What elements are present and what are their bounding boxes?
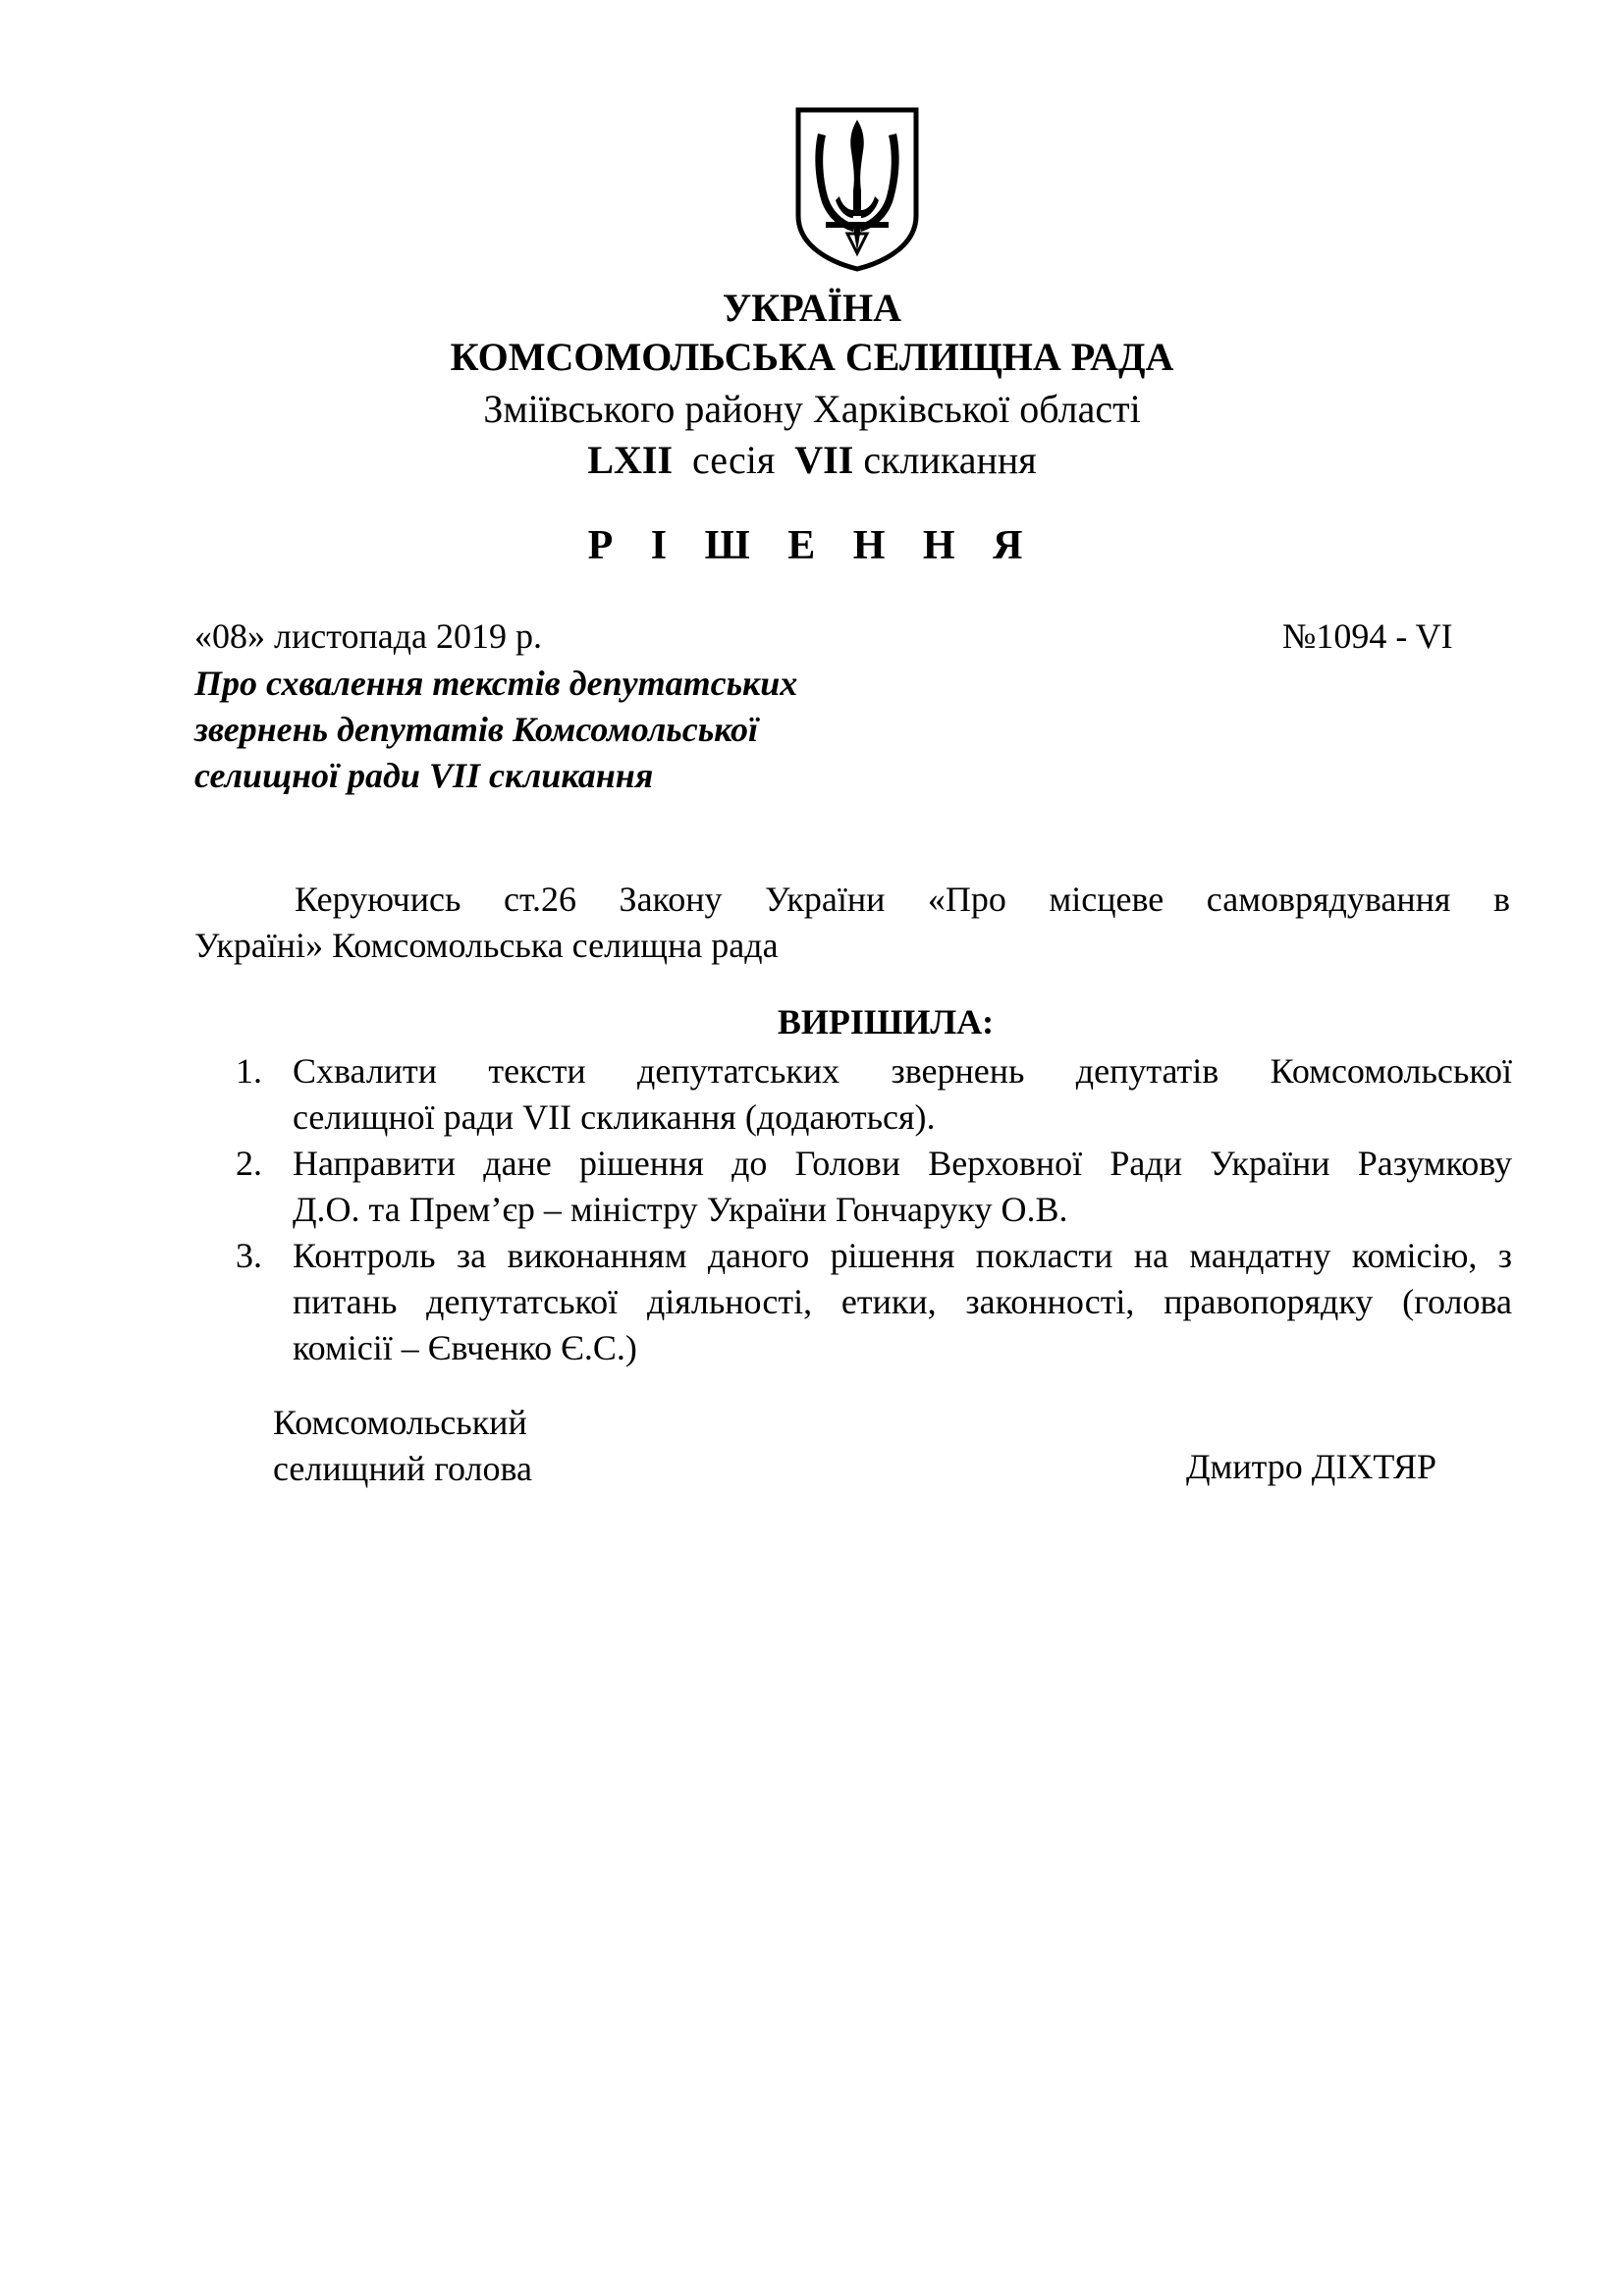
subject-line: Про схвалення текстів депутатських: [194, 664, 798, 703]
signatory-name: Дмитро ДІХТЯР: [1186, 1447, 1436, 1486]
session-number: LXII: [587, 438, 674, 482]
list-item: [236, 1233, 1512, 1371]
decision-items-list: [236, 1048, 1512, 1371]
item-number: 2.: [236, 1144, 262, 1183]
list-item: [236, 1048, 1512, 1141]
item-number: 3.: [236, 1236, 262, 1275]
item-number: 1.: [236, 1051, 262, 1091]
session-line: [0, 437, 1624, 483]
country-heading: УКРАЇНА: [722, 286, 902, 330]
decision-date: «08» листопада 2019 р.: [194, 616, 543, 656]
decided-heading: ВИРІШИЛА:: [777, 1002, 995, 1041]
item-line: комісії – Євченко Є.С.): [293, 1328, 637, 1367]
council-heading: КОМСОМОЛЬСЬКА СЕЛИЩНА РАДА: [450, 335, 1174, 379]
signatory-position: [273, 1400, 532, 1492]
preamble-paragraph: [194, 877, 1510, 969]
subject-line: звернень депутатів Комсомольської: [194, 710, 759, 749]
decision-subject: [194, 661, 797, 799]
item-line: питань депутатської діяльності, етики, законності, правопорядку (голова: [293, 1282, 1512, 1321]
preamble-line: Україні» Комсомольська селищна рада: [194, 926, 779, 965]
coat-of-arms-icon: [792, 106, 922, 273]
item-line: Схвалити тексти депутатських звернень депутатів Комсомольської: [293, 1051, 1512, 1091]
list-item: [236, 1141, 1512, 1233]
item-line: Направити дане рішення до Голови Верховної Ради України Разумкову: [293, 1144, 1512, 1183]
item-line: Контроль за виконанням даного рішення покласти на мандатну комісію, з: [293, 1236, 1512, 1275]
item-line: селищної ради VII скликання (додаються).: [293, 1097, 936, 1137]
signatory-position-line: селищний голова: [273, 1449, 533, 1488]
region-subheading: Зміївського району Харківської області: [483, 387, 1141, 431]
subject-line: селищної ради VII скликання: [194, 756, 654, 795]
preamble-line: Керуючись ст.26 Закону України «Про місцеве самоврядування в: [295, 880, 1510, 919]
signatory-position-line: Комсомольський: [273, 1403, 527, 1442]
document-title: Р І Ш Е Н Н Я: [587, 523, 1037, 568]
convocation-number: VII: [794, 438, 854, 482]
session-word: сесія: [692, 438, 776, 482]
decision-number: №1094 - VI: [1282, 616, 1453, 656]
convocation-word: скликання: [863, 438, 1037, 482]
item-line: Д.О. та Прем’єр – міністру України Гончаруку О.В.: [293, 1190, 1068, 1229]
